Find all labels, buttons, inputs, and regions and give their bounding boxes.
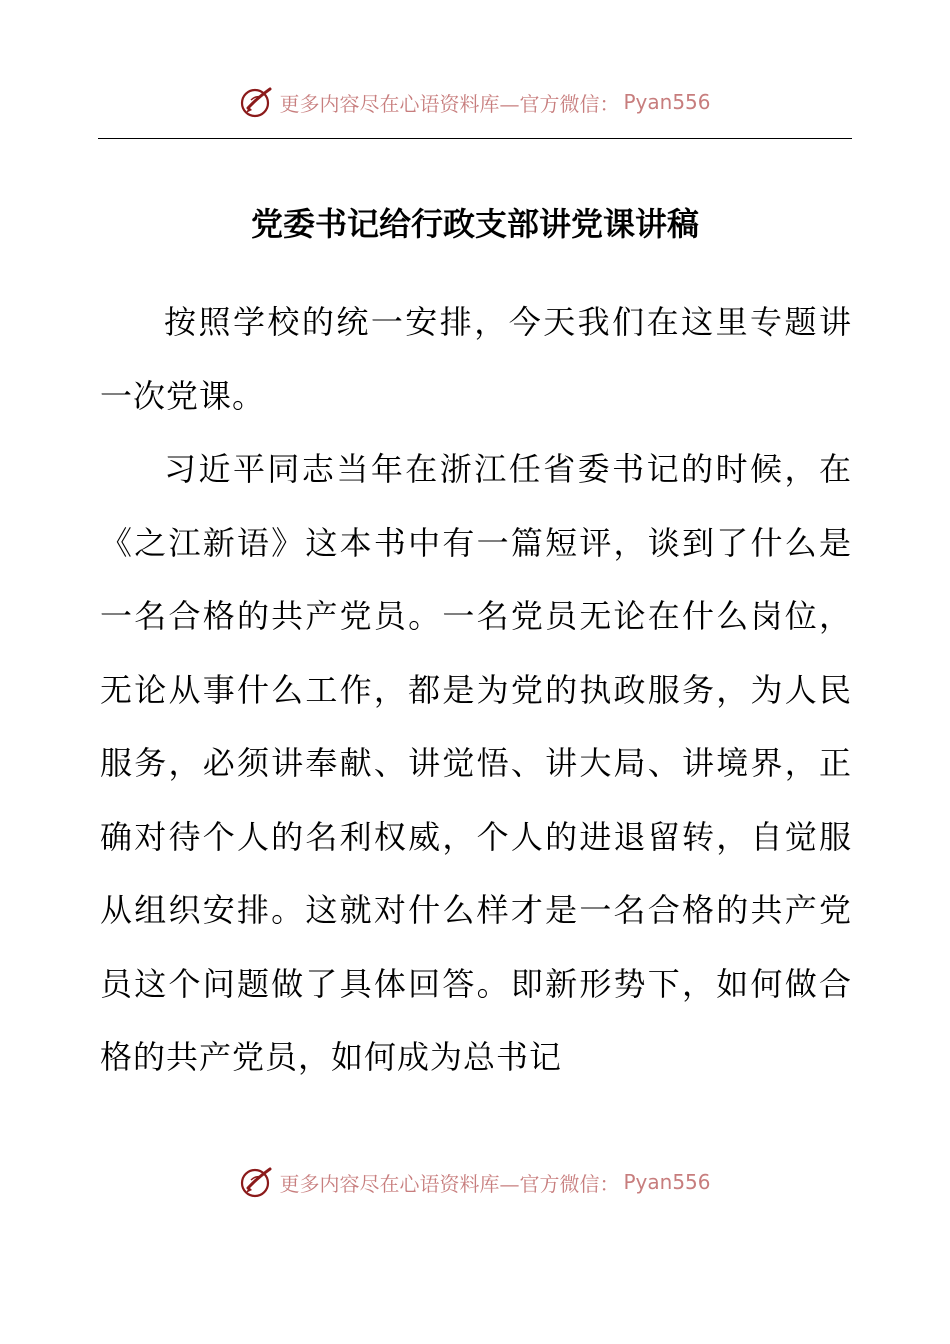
header-divider	[98, 138, 852, 139]
header-banner	[0, 82, 950, 122]
pen-circle-icon	[239, 1164, 275, 1200]
document-body	[100, 286, 852, 1095]
document-title: 党委书记给行政支部讲党课讲稿	[250, 205, 699, 243]
paragraph-2: 习近平同志当年在浙江任省委书记的时候，在《之江新语》这本书中有一篇短评，谈到了什么是一名合格的共产党员。一名党员无论在什么岗位，无论从事什么工作，都是为党的执政服务，为人民服务，必须讲奉献、讲觉悟、讲大局、讲境界，正确对待个人的名利权威，个人的进退留转，自觉服从组织安排。这就对什么样才是一名合格的共产党员这个问题做了具体回答。即新形势下，如何做合格的共产党员，如何成为总书记	[100, 450, 852, 1076]
header-banner-text: 更多内容尽在心语资料库—官方微信：	[279, 91, 620, 116]
footer-banner	[0, 1162, 950, 1202]
footer-wechat-id: Pyan556	[623, 1170, 711, 1194]
header-banner-inner	[239, 84, 710, 120]
footer-banner-text: 更多内容尽在心语资料库—官方微信：	[279, 1171, 620, 1196]
header-wechat-id: Pyan556	[623, 90, 711, 114]
paragraph-1: 按照学校的统一安排，今天我们在这里专题讲一次党课。	[100, 303, 852, 415]
footer-banner-inner	[239, 1164, 710, 1200]
pen-circle-icon	[239, 84, 275, 120]
